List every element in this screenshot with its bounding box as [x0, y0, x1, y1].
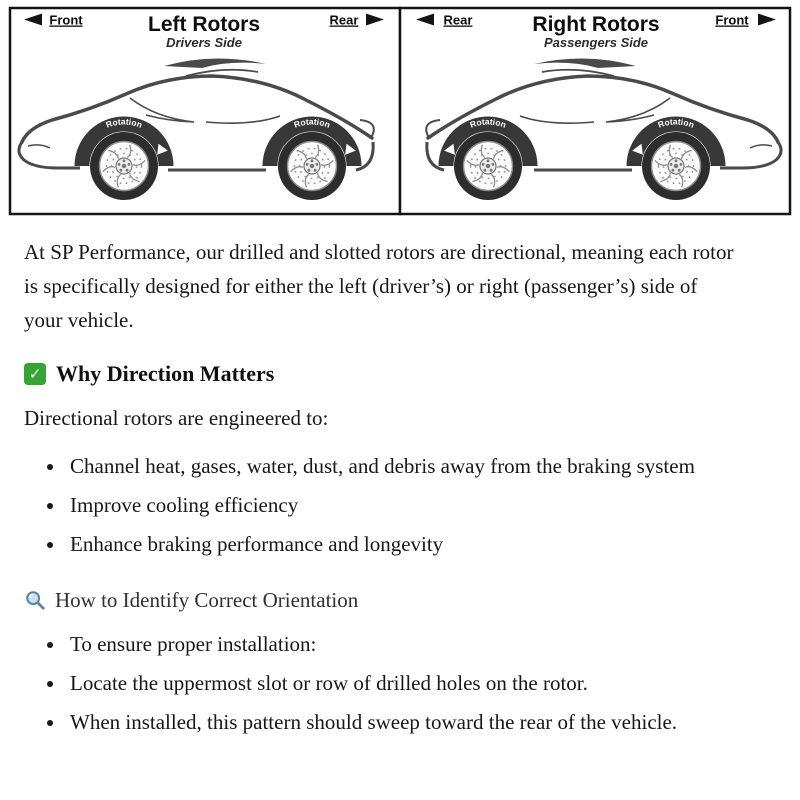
rotation-label-right-rear: Rotation: [468, 116, 508, 130]
intro-paragraph: At SP Performance, our drilled and slotted rotors are directional, meaning each rotor is specifically designed for either the left (driver’s) or right (passenger’s) side of your vehicle.: [24, 240, 734, 333]
left-panel-front-label: Front: [49, 12, 83, 28]
magnifier-icon: [24, 589, 46, 611]
list-item: • Locate the uppermost slot or row of drilled holes on the rotor.: [66, 666, 736, 700]
right-panel-subtitle: Passengers Side: [543, 35, 649, 50]
list-item: • To ensure proper installation:: [66, 627, 736, 661]
section-heading-text: Why Direction Matters: [56, 361, 275, 387]
left-panel-rear-label: Rear: [329, 12, 359, 28]
rotor-direction-diagram: [8, 6, 792, 221]
left-panel-subtitle: Drivers Side: [166, 35, 242, 50]
list-item: • Improve cooling efficiency: [66, 488, 736, 522]
section-heading-identify-orientation: [24, 588, 736, 613]
list-item: • Enhance braking performance and longevity: [66, 527, 736, 561]
right-panel-rear-label: Rear: [443, 12, 473, 28]
rotation-label-left-front: Rotation: [104, 116, 144, 130]
section-heading-why-direction-matters: [24, 361, 736, 387]
orientation-list: [24, 627, 736, 739]
benefits-list: [24, 449, 736, 561]
right-panel-front-label: Front: [715, 12, 749, 28]
list-item: • Channel heat, gases, water, dust, and debris away from the braking system: [66, 449, 736, 483]
section-heading-text: How to Identify Correct Orientation: [55, 587, 359, 612]
right-panel-title: Right Rotors: [532, 13, 660, 36]
left-panel-title: Left Rotors: [148, 13, 260, 36]
section-lead: Directional rotors are engineered to:: [24, 406, 329, 431]
check-mark-icon: ✓: [24, 363, 46, 385]
rotor-diagram-svg: [8, 6, 792, 216]
rotation-label-right-front: Rotation: [656, 116, 696, 130]
list-item: • When installed, this pattern should sweep toward the rear of the vehicle.: [66, 705, 736, 739]
page: [0, 6, 800, 739]
article-body: [24, 235, 736, 739]
rotation-label-left-rear: Rotation: [292, 116, 332, 130]
